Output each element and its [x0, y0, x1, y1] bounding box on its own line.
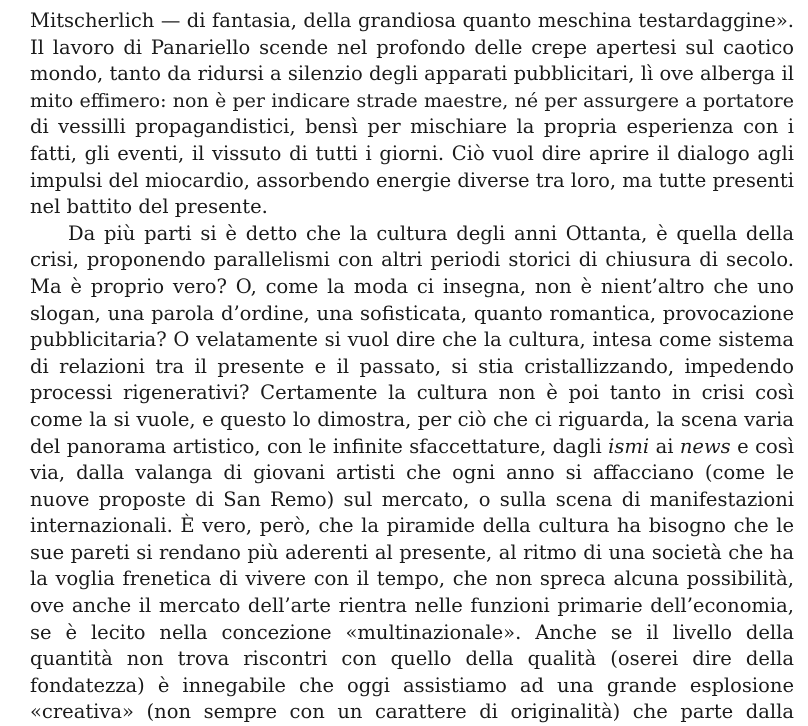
text-line-with-italics — [30, 434, 794, 461]
text-line: Da più parti si è detto che la cultura degli anni Ottanta, è quella della — [68, 221, 794, 245]
text-line: di relazioni tra il presente e il passato, si stia cristallizzando, impedendo — [30, 354, 794, 378]
text-line: via, dalla valanga di giovani artisti che ogni anno si affacciano (come le — [30, 461, 794, 485]
text-line: internazionali. È vero, però, che la piramide della cultura ha bisogno che le — [30, 514, 794, 538]
text-line: «creativa» (non sempre con un carattere di originalità) che parte dalla — [30, 700, 794, 724]
paragraph-2 — [30, 221, 794, 726]
text-run: ai — [649, 434, 680, 458]
text-line: impulsi del miocardio, assorbendo energie diverse tra loro, ma tutte presenti — [30, 168, 794, 192]
text-run: del panorama artistico, con le infinite sfaccettature, dagli — [30, 434, 609, 458]
paragraph-1 — [30, 8, 794, 221]
text-line: fondatezza) è innegabile che oggi assistiamo ad una grande esplosione — [30, 673, 794, 697]
text-line: slogan, una parola d’ordine, una sofisticata, quanto romantica, provocazione — [30, 301, 794, 325]
text-line: sue pareti si rendano più aderenti al presente, al ritmo di una società che ha — [30, 540, 794, 564]
text-line: pubblicitaria? O velatamente si vuol dire che la cultura, intesa come sistema — [30, 328, 794, 352]
text-line: mito effimero: non è per indicare strade maestre, né per assurgere a portatore — [30, 89, 794, 112]
text-line: come la si vuole, e questo lo dimostra, per ciò che ci riguarda, la scena varia — [30, 407, 794, 431]
text-line: di vessilli propagandistici, bensì per mischiare la propria esperienza con i — [30, 115, 794, 139]
text-line: Ma è proprio vero? O, come la moda ci insegna, non è nient’altro che uno — [30, 274, 794, 298]
text-line: se è lecito nella concezione «multinazionale». Anche se il livello della — [30, 620, 794, 644]
text-line: crisi, proponendo parallelismi con altri periodi storici di chiusura di secolo. — [30, 248, 794, 272]
italic-term-news: news — [679, 434, 731, 458]
text-line: Il lavoro di Panariello scende nel profondo delle crepe apertesi sul caotico — [30, 35, 794, 59]
text-line: Mitscherlich — di fantasia, della grandiosa quanto meschina testardaggine». — [30, 9, 794, 32]
text-line: processi rigenerativi? Certamente la cultura non è poi tanto in crisi così — [30, 381, 794, 405]
text-line: quantità non trova riscontri con quello della qualità (oserei dire della — [30, 647, 794, 671]
text-line: nuove proposte di San Remo) sul mercato, o sulla scena di manifestazioni — [30, 487, 794, 511]
text-line: la voglia frenetica di vivere con il tempo, che non spreca alcuna possibilità, — [30, 567, 794, 591]
italic-term-ismi: ismi — [608, 434, 650, 458]
text-run: e così — [730, 434, 794, 458]
text-line: ove anche il mercato dell’arte rientra nelle funzioni primarie dell’economia, — [30, 594, 794, 618]
text-line: mondo, tanto da ridursi a silenzio degli apparati pubblicitari, lì ove alberga il — [30, 62, 794, 86]
text-line: fatti, gli eventi, il vissuto di tutti i giorni. Ciò vuol dire aprire il dialogo agli — [30, 141, 794, 165]
text-line: nel battito del presente. — [30, 195, 268, 219]
